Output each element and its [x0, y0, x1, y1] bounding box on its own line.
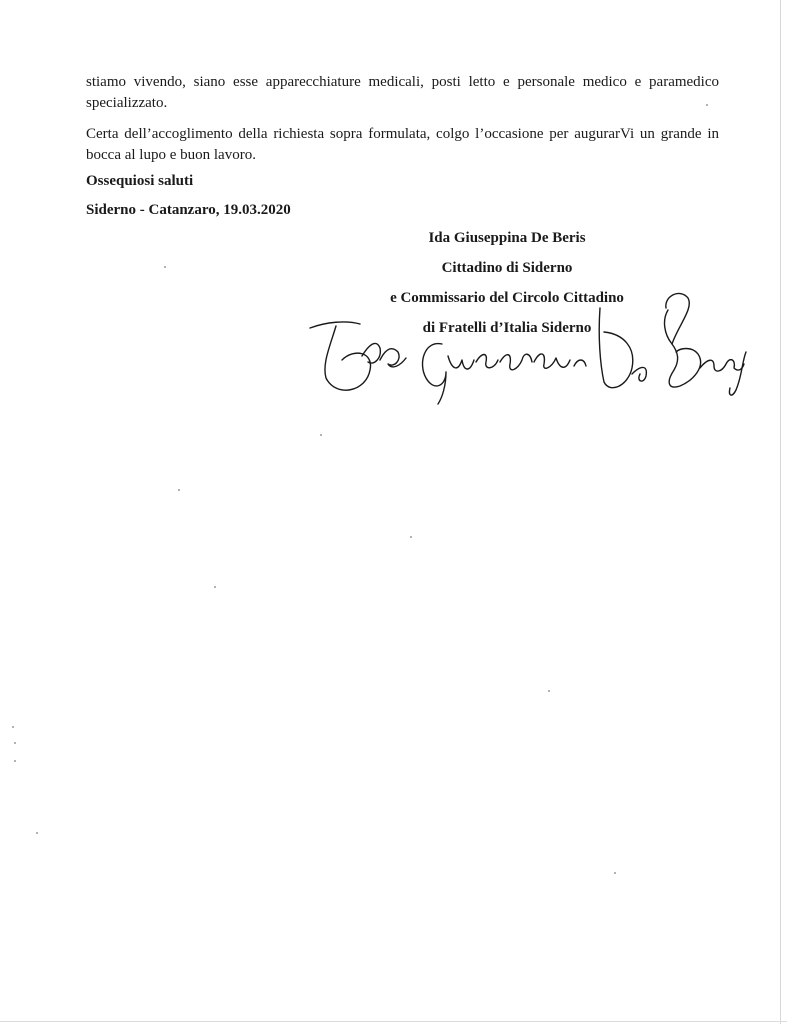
scan-speck	[614, 872, 616, 874]
scan-speck	[12, 726, 14, 728]
scan-speck	[14, 760, 16, 762]
scan-speck	[548, 690, 550, 692]
scan-edge-line	[780, 0, 781, 1024]
scan-speck	[178, 489, 180, 491]
scan-speck	[320, 434, 322, 436]
body-paragraph-1: stiamo vivendo, siano esse apparecchiature medicali, posti letto e personale medico e paramedico specializzato.	[86, 74, 719, 111]
signatory-role-3: di Fratelli d’Italia Siderno	[422, 320, 592, 336]
body-paragraph-2: Certa dell’accoglimento della richiesta sopra formulata, colgo l’occasione per augurarVi un grande in bocca al lupo e buon lavoro.	[86, 126, 719, 163]
scan-speck	[164, 266, 166, 268]
signatory-role-1: Cittadino di Siderno	[441, 260, 573, 276]
scan-speck	[214, 586, 216, 588]
closing-salutation: Ossequiosi saluti	[86, 173, 194, 189]
handwritten-signature-icon	[296, 286, 766, 406]
place-and-date: Siderno - Catanzaro, 19.03.2020	[86, 202, 291, 218]
scan-speck	[14, 742, 16, 744]
signatory-role-2: e Commissario del Circolo Cittadino	[390, 290, 624, 306]
scan-speck	[706, 104, 708, 106]
scan-bottom-line	[0, 1021, 787, 1022]
scan-speck	[36, 832, 38, 834]
scan-speck	[410, 536, 412, 538]
signatory-name: Ida Giuseppina De Beris	[428, 230, 586, 246]
